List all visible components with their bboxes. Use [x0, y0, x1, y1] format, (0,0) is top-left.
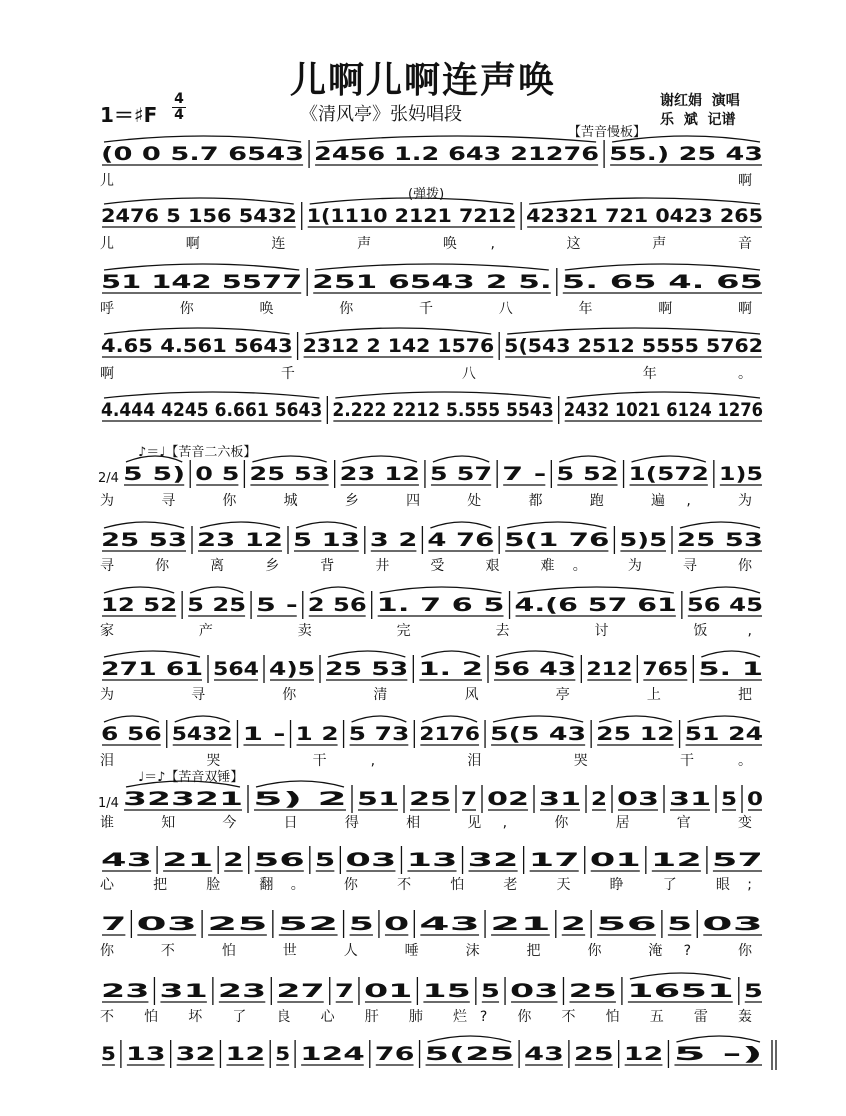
note-group: 7 -: [502, 463, 547, 485]
note-group: 13: [406, 849, 458, 871]
slur-arc: [430, 522, 491, 528]
note-group: 56 43: [493, 658, 577, 680]
slur-arc: [422, 716, 477, 722]
slur-arc: [518, 587, 674, 593]
note-group: 03: [510, 980, 559, 1002]
note-group: 25 53: [677, 529, 763, 551]
note-group: 1. 7 6 5: [376, 594, 505, 616]
lyric-line: 心 把 脸 翻。 你 不 怕 老 天 睁 了 眼;: [100, 877, 752, 893]
note-group: 4.444 4245 6.661 5643: [101, 399, 323, 421]
note-group: 27: [276, 980, 325, 1002]
note-group: 56: [596, 913, 657, 935]
section-mark: ♩＝♪【苦音双锤】: [138, 770, 244, 785]
slur-arc: [493, 716, 583, 722]
note-group: 4.65 4.561 5643: [101, 335, 293, 357]
note-group: 03: [617, 788, 659, 810]
note-group: 5 73: [348, 723, 410, 745]
slur-arc: [421, 651, 480, 657]
slur-arc: [104, 264, 299, 270]
slur-arc: [632, 456, 706, 462]
note-group: 21: [162, 849, 214, 871]
slur-arc: [104, 651, 200, 657]
section-mark: 2/4: [98, 471, 119, 486]
note-group: 5: [721, 788, 737, 810]
slur-arc: [200, 522, 280, 528]
note-group: 12 52: [101, 594, 178, 616]
note-group: 765: [642, 658, 689, 680]
note-group: 13: [125, 1043, 166, 1065]
note-group: 2176: [419, 723, 481, 745]
slur-arc: [175, 716, 230, 722]
note-group: 7: [334, 980, 354, 1002]
note-group: 43: [101, 849, 153, 871]
slur-arc: [680, 522, 760, 528]
note-group: 03: [345, 849, 397, 871]
note-group: 0: [747, 788, 763, 810]
slur-arc: [507, 328, 760, 334]
note-group: 2.222 2212 5.555 5543: [332, 399, 554, 421]
note-group: 23 12: [339, 463, 420, 485]
lyric-line: 呼 你 唤 你 千 八 年 啊 啊: [100, 301, 752, 317]
note-group: 5(1 76: [504, 529, 610, 551]
slur-arc: [335, 392, 550, 398]
note-group: 51 142 5577: [101, 271, 303, 293]
slur-arc: [507, 522, 606, 528]
note-group: 32321: [123, 788, 243, 810]
note-group: 2432 1021 6124 1276: [563, 399, 763, 421]
note-group: 5: [743, 980, 763, 1002]
note-group: 31: [159, 980, 208, 1002]
section-mark: 【苦音慢板】: [568, 125, 647, 140]
note-group: 5 5): [123, 463, 186, 485]
slur-arc: [630, 973, 731, 979]
note-group: 2: [223, 849, 244, 871]
note-group: 0 5: [195, 463, 240, 485]
note-group: 4.(6 57 61: [514, 594, 677, 616]
lyric-line: 家 产 卖 完 去 讨 饭,: [100, 623, 753, 639]
note-group: 4)5: [269, 658, 315, 680]
note-group: 57: [711, 849, 763, 871]
slur-arc: [565, 264, 760, 270]
meter-bottom: 4: [172, 107, 186, 123]
note-group: 5 -: [256, 594, 298, 616]
note-group: 25 53: [249, 463, 330, 485]
note-group: 32: [467, 849, 519, 871]
slur-arc: [328, 651, 405, 657]
note-group: 21: [490, 913, 551, 935]
meter-top: 4: [174, 91, 184, 107]
section-mark: 1/4: [98, 796, 119, 811]
lyric-line: 不 怕 坏 了 良 心 肝 肺 烂? 你 不 怕 五 雷 轰: [100, 1009, 753, 1025]
slur-arc: [104, 716, 159, 722]
slur-arc: [343, 456, 417, 462]
note-group: 251 6543 2 5.: [312, 271, 552, 293]
slur-arc: [296, 522, 357, 528]
slur-arc: [190, 587, 243, 593]
note-group: 42321 721 0423 265: [526, 205, 763, 227]
note-group: 1. 2: [418, 658, 483, 680]
slur-arc: [428, 1036, 512, 1042]
note-group: 5: [666, 913, 693, 935]
lyric-line: 为 寻 你 城 乡 四 处 都 跑 遍, 为: [100, 493, 752, 509]
slur-arc: [567, 392, 760, 398]
note-group: 55.) 25 43: [609, 143, 763, 165]
note-group: 3 2: [369, 529, 418, 551]
note-group: 1(1110 2121 7212: [306, 205, 517, 227]
slur-arc: [496, 651, 573, 657]
note-group: 31: [539, 788, 581, 810]
section-mark: ♪＝♩【苦音二六板】: [138, 445, 257, 460]
transcriber-credit: 乐 斌 记谱: [660, 112, 736, 128]
note-group: 43: [419, 913, 481, 935]
note-group: 2476 5 156 5432: [101, 205, 297, 227]
note-group: 32: [175, 1043, 216, 1065]
lyric-line: 寻 你 离 乡 背 井 受 艰 难。 为 寻 你: [100, 558, 752, 574]
note-group: 5. 65 4. 65: [561, 271, 763, 293]
note-group: 25: [409, 788, 451, 810]
note-group: 31: [669, 788, 711, 810]
note-group: 1651: [626, 980, 734, 1002]
note-group: 5: [275, 1043, 291, 1065]
note-group: 2: [560, 913, 587, 935]
note-group: 51: [357, 788, 399, 810]
lyric-line: 泪 哭 干, 泪 哭 干。: [100, 753, 752, 769]
note-group: 51 24: [684, 723, 763, 745]
note-group: 5: [314, 849, 336, 871]
note-group: 25 12: [596, 723, 675, 745]
slur-arc: [317, 136, 596, 142]
note-group: 124: [300, 1043, 365, 1065]
section-mark: (弹拨): [408, 187, 445, 202]
lyric-line: 儿 啊: [100, 173, 752, 189]
note-group: 564: [213, 658, 259, 680]
note-group: 0: [383, 913, 410, 935]
note-group: 6 56: [101, 723, 162, 745]
slur-arc: [352, 716, 407, 722]
lyric-line: 啊 千 八 年。: [100, 366, 752, 382]
note-group: 1 2: [295, 723, 339, 745]
note-group: 01: [363, 980, 413, 1002]
note-group: 43: [524, 1043, 564, 1065]
performer-credit: 谢红娟 演唱: [660, 93, 740, 109]
slur-arc: [104, 136, 301, 142]
note-group: 271 61: [101, 658, 203, 680]
lyric-line: 谁 知 今 日 得 相 见, 你 居 官 变: [100, 815, 752, 831]
note-group: 5)5: [619, 529, 667, 551]
note-group: 23: [217, 980, 267, 1002]
note-group: 5) 2: [253, 788, 347, 810]
note-group: 12: [623, 1043, 664, 1065]
note-group: 5(25: [424, 1043, 515, 1065]
note-group: 5: [101, 1043, 116, 1065]
note-group: 17: [528, 849, 580, 871]
note-group: 5 57: [429, 463, 493, 485]
note-group: 02: [487, 788, 529, 810]
note-group: 1(572: [628, 463, 709, 485]
note-group: 5: [348, 913, 374, 935]
note-group: 5 -): [673, 1043, 763, 1065]
note-group: 03: [702, 913, 763, 935]
lyric-line: 儿 啊 连 声 唤, 这 声 音: [100, 236, 752, 252]
note-group: 76: [374, 1043, 415, 1065]
note-group: 2456 1.2 643 21276: [314, 143, 600, 165]
note-group: 5432: [171, 723, 233, 745]
note-group: 03: [136, 913, 198, 935]
slur-arc: [311, 587, 364, 593]
slur-arc: [256, 781, 344, 787]
note-group: 2: [591, 788, 607, 810]
song-subtitle: 《清风亭》张妈唱段: [300, 104, 462, 125]
note-group: 5 13: [293, 529, 360, 551]
slur-arc: [599, 716, 671, 722]
note-group: 4 76: [427, 529, 495, 551]
note-group: 2312 2 142 1576: [302, 335, 495, 357]
slur-arc: [104, 522, 184, 528]
slur-arc: [104, 198, 294, 204]
note-group: 5 25: [187, 594, 247, 616]
note-group: 1 -: [242, 723, 286, 745]
note-group: 23 12: [197, 529, 283, 551]
note-group: 15: [422, 980, 471, 1002]
note-group: 12: [650, 849, 702, 871]
note-group: 25: [207, 913, 268, 935]
key-signature: 1＝♯F: [100, 103, 158, 127]
slur-arc: [690, 587, 760, 593]
note-group: 7: [101, 913, 127, 935]
note-group: 23: [101, 980, 150, 1002]
note-group: 7: [461, 788, 477, 810]
note-group: 12: [225, 1043, 266, 1065]
slur-arc: [315, 264, 549, 270]
lyric-line: 为 寻 你 清 风 亭 上 把: [100, 687, 753, 703]
note-group: 25: [568, 980, 617, 1002]
note-group: 5 52: [556, 463, 619, 485]
note-group: 1)5: [718, 463, 763, 485]
slur-arc: [688, 716, 760, 722]
note-group: 56: [253, 849, 305, 871]
note-group: 5: [480, 980, 501, 1002]
note-group: 5(543 2512 5555 5762: [504, 335, 763, 357]
note-group: 56 45: [686, 594, 763, 616]
slur-arc: [433, 456, 489, 462]
note-group: 212: [586, 658, 633, 680]
slur-arc: [306, 328, 492, 334]
slur-arc: [701, 651, 760, 657]
note-group: 01: [589, 849, 641, 871]
slur-arc: [380, 587, 502, 593]
note-group: 52: [277, 913, 339, 935]
slur-arc: [676, 1036, 760, 1042]
note-group: 2 56: [307, 594, 367, 616]
note-group: (0 0 5.7 6543: [101, 143, 305, 165]
note-group: 25 53: [101, 529, 187, 551]
slur-arc: [104, 328, 290, 334]
note-group: 5. 1: [698, 658, 763, 680]
slur-arc: [252, 456, 326, 462]
note-group: 25 53: [325, 658, 409, 680]
note-group: 25: [573, 1043, 614, 1065]
lyric-line: 你 不 怕 世 人 唾 沫 把 你 淹? 你: [100, 943, 753, 959]
slur-arc: [104, 587, 174, 593]
slur-arc: [559, 456, 615, 462]
song-title: 儿啊儿啊连声唤: [289, 59, 556, 101]
slur-arc: [529, 198, 760, 204]
note-group: 5(5 43: [490, 723, 587, 745]
slur-arc: [104, 392, 319, 398]
